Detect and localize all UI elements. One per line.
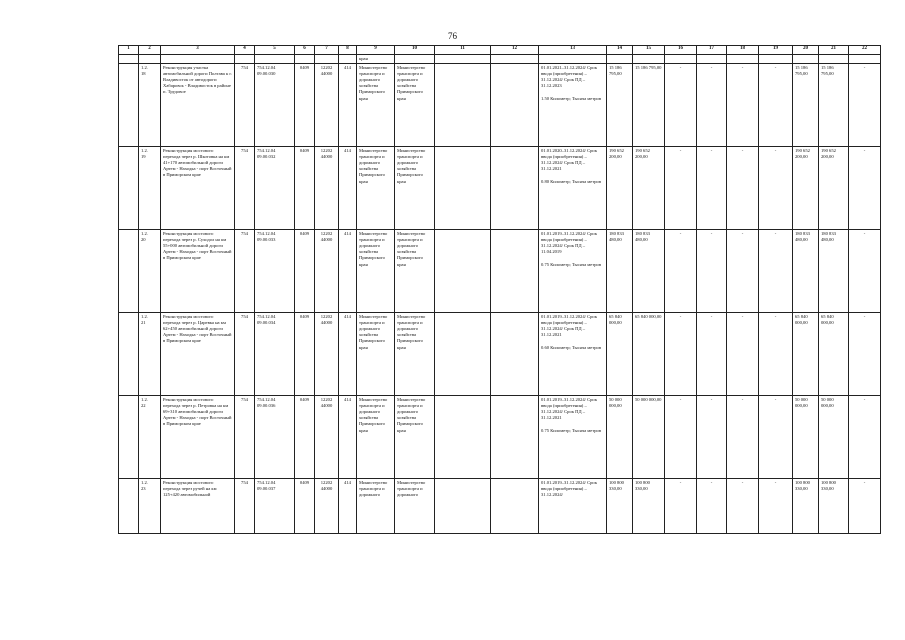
column-header-20: 20 — [793, 46, 819, 55]
table-row — [119, 396, 881, 479]
cell-col-19: - — [759, 64, 793, 147]
cell-col-7: 12202 44000 — [315, 479, 339, 534]
table-row — [119, 313, 881, 396]
column-header-15: 15 — [633, 46, 665, 55]
cell-col-13: 01.01.2019–31.12.2024/ Срок ввода (приобретения) – 31.12.2024/ Срок ПД – 31.12.2021 0.75 Километр; Тысяча метров — [539, 396, 607, 479]
cell-col-1 — [119, 230, 139, 313]
column-header-1: 1 — [119, 46, 139, 55]
cell-col-22: - — [849, 396, 881, 479]
cell-col-16: - — [665, 313, 697, 396]
column-header-4: 4 — [235, 46, 255, 55]
column-header-11: 11 — [435, 46, 491, 55]
cell-col-14: 65 840 000,00 — [607, 313, 633, 396]
cell-col-17: - — [697, 147, 727, 230]
carry-over-row — [119, 55, 881, 64]
cell-col-7: 12202 44000 — [315, 396, 339, 479]
cell-col-19: - — [759, 479, 793, 534]
cell-col-9: Министерство транспорта и дорожного хозяйства Приморского края — [357, 230, 395, 313]
cell-col-2: 1.2. 21 — [139, 313, 161, 396]
cell-col-10: Министерство транспорта и дорожного хозяйства Приморского края — [395, 64, 435, 147]
page-number: 76 — [448, 31, 457, 41]
cell-col-22: - — [849, 230, 881, 313]
column-header-22: 22 — [849, 46, 881, 55]
column-header-5: 5 — [255, 46, 295, 55]
cell-col-20: 180 833 480,00 — [793, 230, 819, 313]
budget-table — [118, 45, 881, 534]
cell-col-22: - — [849, 64, 881, 147]
cell-col-17: - — [697, 230, 727, 313]
cell-col-3: Реконструкция мостового перехода через р. Шкотовка на км 41+170 автомобильной дороги Артем - Находка - порт Восточный в Приморском крае — [161, 147, 235, 230]
cell-col-3: Реконструкция участка автомобильной дороги Полтава к г. Владивосток от автодороги Хабаровск - Владивосток в районе п. Трудовое — [161, 64, 235, 147]
cell-col-11 — [435, 147, 491, 230]
cell-col-8: 414 — [339, 64, 357, 147]
cell-col-8: 414 — [339, 479, 357, 534]
cell-col-12 — [491, 147, 539, 230]
cell-col-13: 01.01.2019–31.12.2024/ Срок ввода (приобретения) – 31.12.2024/ Срок ПД – 11.04.2019 0.75 Километр; Тысяча метров — [539, 230, 607, 313]
table-row — [119, 64, 881, 147]
column-header-13: 13 — [539, 46, 607, 55]
cell-col-10: Министерство транспорта и дорожного — [395, 479, 435, 534]
cell-col-1 — [119, 64, 139, 147]
cell-col-5: 754.12.04 09.00.030 — [255, 64, 295, 147]
cell-col-14: 190 652 200,00 — [607, 147, 633, 230]
cell-col-16: - — [665, 230, 697, 313]
cell-col-4: 754 — [235, 230, 255, 313]
cell-col-2: 1.2. 19 — [139, 147, 161, 230]
cell-col-2: 1.2. 23 — [139, 479, 161, 534]
column-header-2: 2 — [139, 46, 161, 55]
cell-col-5: 754.12.04 09.00.036 — [255, 396, 295, 479]
cell-col-11 — [435, 230, 491, 313]
cell-col-21: 190 652 200,00 — [819, 147, 849, 230]
budget-table-sheet — [118, 45, 880, 534]
cell-col-10: Министерство транспорта и дорожного хозяйства Приморского края — [395, 313, 435, 396]
cell-col-4: 754 — [235, 479, 255, 534]
column-number-header-row — [119, 46, 881, 55]
cell-col-9: Министерство транспорта и дорожного — [357, 479, 395, 534]
cell-col-2: 1.2. 18 — [139, 64, 161, 147]
cell-col-16: - — [665, 479, 697, 534]
cell-col-3: Реконструкция мостового перехода через р. Царевка на км 62+450 автомобильной дороги Артем - Находка - порт Восточный в Приморском крае — [161, 313, 235, 396]
column-header-8: 8 — [339, 46, 357, 55]
cell-col-1 — [119, 313, 139, 396]
cell-col-15: 100 800 330,00 — [633, 479, 665, 534]
cell-col-16: - — [665, 396, 697, 479]
cell-col-2: 1.2. 22 — [139, 396, 161, 479]
column-header-18: 18 — [727, 46, 759, 55]
cell-col-3: Реконструкция мостового перехода через р. Петровка на км 69+310 автомобильной дороги Артем - Находка - порт Восточный в Приморском крае — [161, 396, 235, 479]
cell-col-3: Реконструкция мостового перехода через р. Суходол на км 55+000 автомобильной дороги Артем - Находка - порт Восточный в Приморском крае — [161, 230, 235, 313]
cell-col-17: - — [697, 396, 727, 479]
cell-col-22: - — [849, 313, 881, 396]
cell-col-4: 754 — [235, 313, 255, 396]
cell-col-5: 754.12.04 09.00.034 — [255, 313, 295, 396]
cell-col-15: 15 186 795,00 — [633, 64, 665, 147]
cell-col-7: 12202 44000 — [315, 64, 339, 147]
cell-col-5: 754.12.04 09.00.037 — [255, 479, 295, 534]
cell-col-8: 414 — [339, 230, 357, 313]
cell-col-5: 754.12.04 09.00.033 — [255, 230, 295, 313]
column-header-6: 6 — [295, 46, 315, 55]
cell-col-22: - — [849, 479, 881, 534]
cell-col-18: - — [727, 230, 759, 313]
cell-col-22: - — [849, 147, 881, 230]
cell-col-11 — [435, 479, 491, 534]
cell-col-18: - — [727, 64, 759, 147]
cell-col-14: 180 833 480,00 — [607, 230, 633, 313]
cell-col-15: 180 833 480,00 — [633, 230, 665, 313]
cell-col-19: - — [759, 147, 793, 230]
cell-col-19: - — [759, 230, 793, 313]
cell-col-3: Реконструкция мостового перехода через ручей на км 125+420 автомобильной — [161, 479, 235, 534]
cell-col-7: 12202 44000 — [315, 147, 339, 230]
cell-col-17: - — [697, 64, 727, 147]
column-header-12: 12 — [491, 46, 539, 55]
cell-col-12 — [491, 396, 539, 479]
cell-col-14: 50 000 000,00 — [607, 396, 633, 479]
cell-col-7: 12202 44000 — [315, 313, 339, 396]
cell-col-18: - — [727, 479, 759, 534]
cell-col-18: - — [727, 313, 759, 396]
cell-col-7: 12202 44000 — [315, 230, 339, 313]
cell-col-16: - — [665, 147, 697, 230]
cell-col-10: Министерство транспорта и дорожного хозяйства Приморского края — [395, 147, 435, 230]
cell-col-20: 65 840 000,00 — [793, 313, 819, 396]
cell-col-20: 190 652 200,00 — [793, 147, 819, 230]
cell-col-21: 15 186 795,00 — [819, 64, 849, 147]
table-row — [119, 230, 881, 313]
cell-col-18: - — [727, 147, 759, 230]
cell-col-15: 65 840 000,00 — [633, 313, 665, 396]
cell-col-15: 190 652 200,00 — [633, 147, 665, 230]
carry-over-text: края — [357, 55, 395, 64]
cell-col-11 — [435, 313, 491, 396]
cell-col-12 — [491, 230, 539, 313]
column-header-14: 14 — [607, 46, 633, 55]
cell-col-11 — [435, 396, 491, 479]
cell-col-21: 65 840 000,00 — [819, 313, 849, 396]
cell-col-4: 754 — [235, 64, 255, 147]
cell-col-12 — [491, 64, 539, 147]
cell-col-14: 15 186 795,00 — [607, 64, 633, 147]
cell-col-12 — [491, 479, 539, 534]
cell-col-10: Министерство транспорта и дорожного хозяйства Приморского края — [395, 230, 435, 313]
column-header-16: 16 — [665, 46, 697, 55]
column-header-3: 3 — [161, 46, 235, 55]
column-header-9: 9 — [357, 46, 395, 55]
cell-col-5: 754.12.04 09.00.032 — [255, 147, 295, 230]
cell-col-18: - — [727, 396, 759, 479]
cell-col-9: Министерство транспорта и дорожного хозяйства Приморского края — [357, 396, 395, 479]
table-row — [119, 479, 881, 534]
cell-col-17: - — [697, 479, 727, 534]
cell-col-9: Министерство транспорта и дорожного хозяйства Приморского края — [357, 147, 395, 230]
cell-col-6: 0409 — [295, 396, 315, 479]
cell-col-13: 01.01.2019–31.12.2024/ Срок ввода (приобретения) – 31.12.2024/ Срок ПД – 31.12.2021 0.60 Километр; Тысяча метров — [539, 313, 607, 396]
cell-col-14: 100 800 330,00 — [607, 479, 633, 534]
cell-col-13: 01.01.2021–31.12.2024/ Срок ввода (приобретения) – 31.12.2024/ Срок ПД – 31.12.2023 1.50 Километр; Тысяча метров — [539, 64, 607, 147]
cell-col-8: 414 — [339, 147, 357, 230]
cell-col-6: 0409 — [295, 230, 315, 313]
cell-col-8: 414 — [339, 313, 357, 396]
column-header-17: 17 — [697, 46, 727, 55]
cell-col-2: 1.2. 20 — [139, 230, 161, 313]
cell-col-21: 50 000 000,00 — [819, 396, 849, 479]
cell-col-20: 15 186 795,00 — [793, 64, 819, 147]
column-header-7: 7 — [315, 46, 339, 55]
cell-col-1 — [119, 147, 139, 230]
table-row — [119, 147, 881, 230]
cell-col-6: 0409 — [295, 313, 315, 396]
cell-col-20: 100 800 330,00 — [793, 479, 819, 534]
cell-col-21: 180 833 480,00 — [819, 230, 849, 313]
cell-col-6: 0409 — [295, 147, 315, 230]
cell-col-1 — [119, 396, 139, 479]
cell-col-4: 754 — [235, 396, 255, 479]
cell-col-9: Министерство транспорта и дорожного хозяйства Приморского края — [357, 313, 395, 396]
cell-col-19: - — [759, 313, 793, 396]
cell-col-1 — [119, 479, 139, 534]
cell-col-6: 0409 — [295, 64, 315, 147]
cell-col-13: 01.01.2020–31.12.2024/ Срок ввода (приобретения) – 31.12.2024/ Срок ПД – 31.12.2021 0.80 Километр; Тысяча метров — [539, 147, 607, 230]
cell-col-12 — [491, 313, 539, 396]
column-header-10: 10 — [395, 46, 435, 55]
cell-col-11 — [435, 64, 491, 147]
cell-col-17: - — [697, 313, 727, 396]
cell-col-6: 0409 — [295, 479, 315, 534]
cell-col-15: 50 000 000,00 — [633, 396, 665, 479]
cell-col-21: 100 800 330,00 — [819, 479, 849, 534]
cell-col-19: - — [759, 396, 793, 479]
column-header-21: 21 — [819, 46, 849, 55]
cell-col-4: 754 — [235, 147, 255, 230]
cell-col-20: 50 000 000,00 — [793, 396, 819, 479]
cell-col-9: Министерство транспорта и дорожного хозяйства Приморского края — [357, 64, 395, 147]
cell-col-10: Министерство транспорта и дорожного хозяйства Приморского края — [395, 396, 435, 479]
column-header-19: 19 — [759, 46, 793, 55]
cell-col-13: 01.01.2019–31.12.2024/ Срок ввода (приобретения) – 31.12.2024/ — [539, 479, 607, 534]
cell-col-16: - — [665, 64, 697, 147]
cell-col-8: 414 — [339, 396, 357, 479]
